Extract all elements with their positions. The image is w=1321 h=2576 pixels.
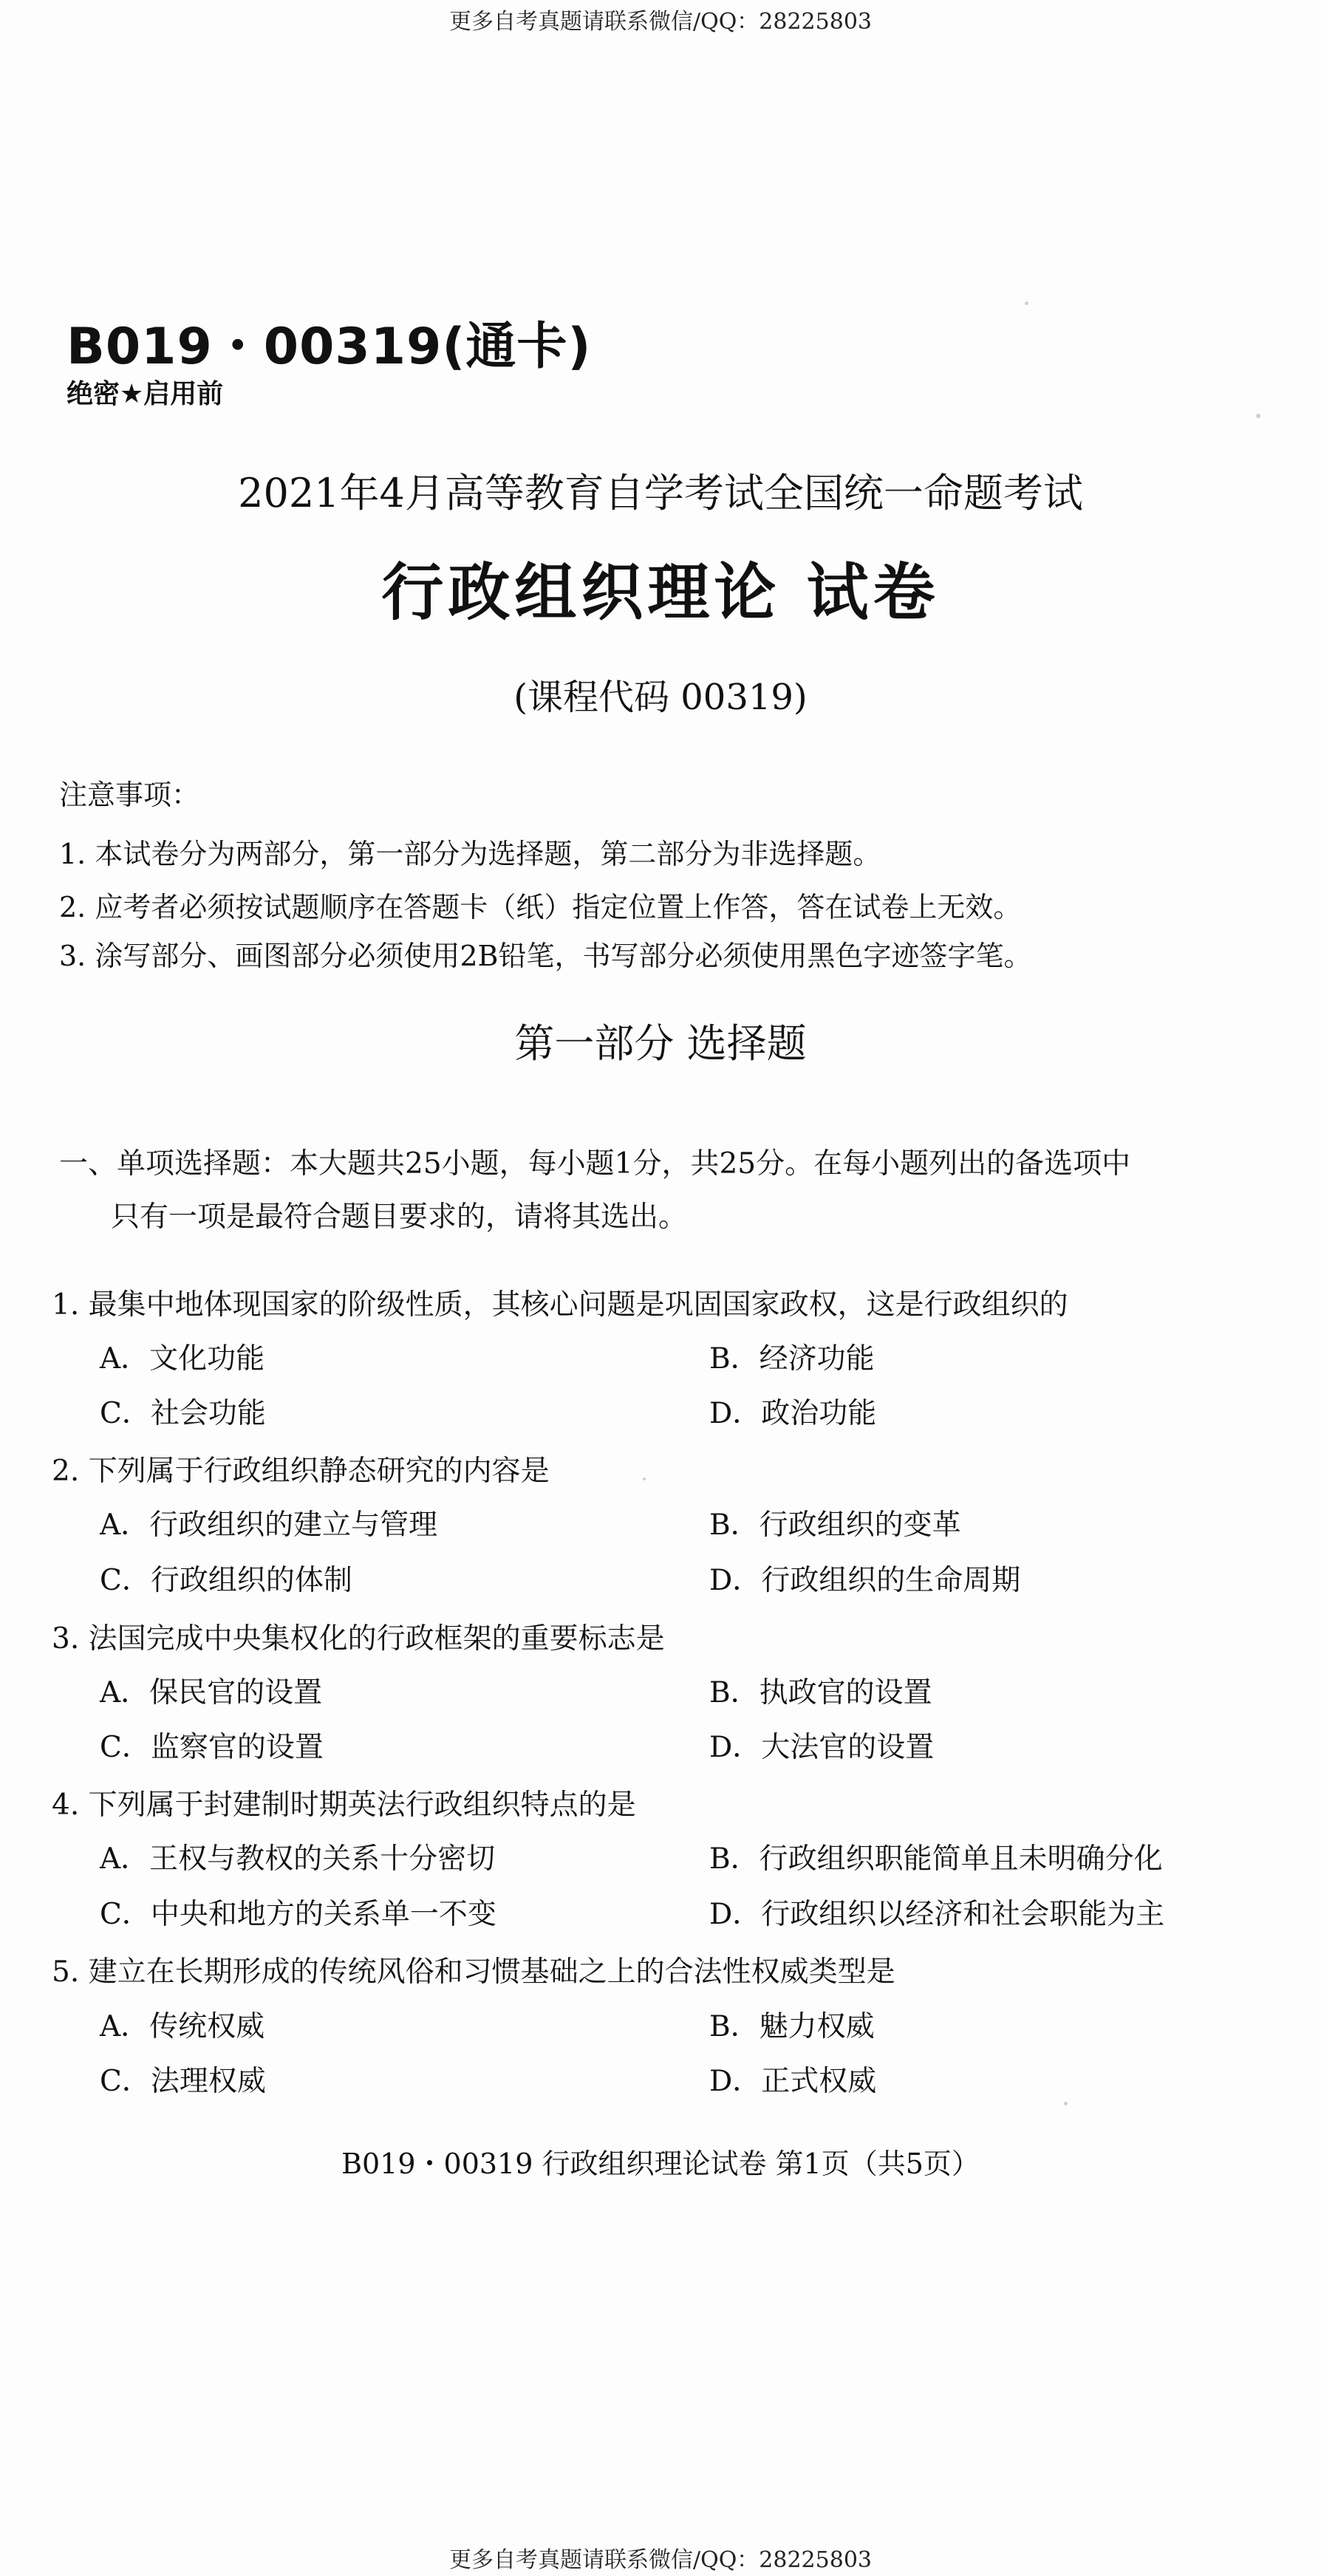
question-option: D．正式权威: [709, 2065, 877, 2098]
question-option: D．行政组织的生命周期: [709, 1564, 1021, 1597]
question-option: B．执政官的设置: [709, 1676, 932, 1709]
course-code: (课程代码 00319): [513, 677, 808, 718]
question-stem: 4. 下列属于封建制时期英法行政组织特点的是: [52, 1788, 636, 1822]
question-option: B．行政组织职能简单且未明确分化: [709, 1842, 1163, 1876]
note-item: 2. 应考者必须按试题顺序在答题卡（纸）指定位置上作答，答在试卷上无效。: [59, 891, 1022, 923]
note-item: 1. 本试卷分为两部分，第一部分为选择题，第二部分为非选择题。: [59, 838, 881, 870]
secret-label: 绝密★启用前: [66, 379, 224, 409]
scan-speck: [1064, 2102, 1068, 2105]
question-option: C．法理权威: [100, 2065, 266, 2098]
watermark-bottom: 更多自考真题请联系微信/QQ：28225803: [449, 2547, 872, 2573]
question-option: C．监察官的设置: [100, 1731, 324, 1764]
question-stem: 2. 下列属于行政组织静态研究的内容是: [52, 1455, 550, 1488]
question-option: A．传统权威: [100, 2010, 265, 2043]
question-stem: 3. 法国完成中央集权化的行政框架的重要标志是: [52, 1622, 665, 1656]
question-option: B．经济功能: [709, 1342, 875, 1376]
question-option: D．大法官的设置: [709, 1731, 935, 1764]
exam-title: 2021年4月高等教育自学考试全国统一命题考试: [238, 470, 1083, 516]
part-title: 第一部分 选择题: [514, 1020, 807, 1067]
scan-speck: [1256, 414, 1260, 418]
scan-speck: [643, 1477, 646, 1480]
question-stem: 1. 最集中地体现国家的阶级性质，其核心问题是巩固国家政权，这是行政组织的: [52, 1288, 1068, 1322]
question-option: B．行政组织的变革: [709, 1509, 961, 1542]
question-option: D．行政组织以经济和社会职能为主: [709, 1898, 1165, 1931]
question-stem: 5. 建立在长期形成的传统风俗和习惯基础之上的合法性权威类型是: [52, 1955, 895, 1989]
question-option: A．保民官的设置: [100, 1676, 323, 1709]
instruction-line: 一、单项选择题：本大题共25小题，每小题1分，共25分。在每小题列出的备选项中: [59, 1147, 1131, 1181]
section-instruction: [59, 1138, 1256, 1244]
question-option: C．社会功能: [100, 1397, 266, 1430]
paper-code: B019・00319(通卡): [66, 318, 592, 376]
question-option: A．行政组织的建立与管理: [100, 1509, 438, 1542]
note-item: 3. 涂写部分、画图部分必须使用2B铅笔，书写部分必须使用黑色字迹签字笔。: [59, 940, 1032, 972]
question-option: B．魅力权威: [709, 2010, 875, 2043]
page-footer: B019・00319 行政组织理论试卷 第1页（共5页）: [341, 2148, 980, 2180]
question-option: C．行政组织的体制: [100, 1564, 352, 1597]
scan-speck: [1025, 301, 1028, 305]
notes-heading: 注意事项：: [59, 779, 200, 811]
question-option: D．政治功能: [709, 1397, 877, 1430]
watermark-top: 更多自考真题请联系微信/QQ：28225803: [449, 9, 872, 35]
question-option: A．文化功能: [100, 1342, 265, 1376]
question-option: A．王权与教权的关系十分密切: [100, 1842, 496, 1876]
question-option: C．中央和地方的关系单一不变: [100, 1898, 496, 1931]
paper-title: 行政组织理论 试卷: [381, 556, 940, 629]
instruction-line: 只有一项是最符合题目要求的，请将其选出。: [111, 1200, 688, 1234]
